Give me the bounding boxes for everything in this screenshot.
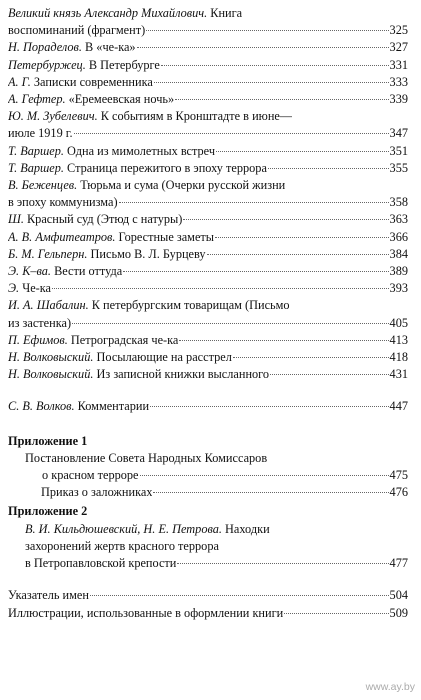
entry-author: Э. К–ва.	[8, 264, 51, 279]
dot-leader	[154, 82, 389, 83]
entry-page: 331	[389, 57, 408, 72]
toc-entry-illustrations	[8, 605, 408, 622]
entry-title: Находки	[221, 521, 270, 536]
dot-leader	[146, 30, 388, 31]
entry-title: Страница пережитого в эпоху террора	[63, 160, 267, 175]
entry-title-cont: из застенка)	[8, 315, 72, 330]
toc-entry	[8, 280, 408, 297]
entry-title-cont: в эпоху коммунизма)	[8, 195, 118, 210]
toc-entry	[8, 143, 408, 160]
entry-title: Тюрьма и сума (Очерки русской жизни	[77, 178, 286, 193]
toc-entry	[8, 229, 408, 246]
toc-entry-appendix1-decree	[8, 450, 408, 484]
dot-leader	[150, 406, 388, 407]
entry-title: Горестные заметы	[115, 229, 215, 244]
dot-leader	[284, 613, 388, 614]
entry-title-cont: июле 1919 г.	[8, 126, 73, 141]
dot-leader	[153, 492, 388, 493]
entry-title: Указатель имен	[8, 588, 89, 603]
entry-author: А. В. Амфитеатров.	[8, 229, 116, 244]
entry-author: Петербуржец.	[8, 57, 86, 72]
entry-title: К петербургским товарищам (Письмо	[88, 298, 290, 313]
dot-leader	[175, 99, 388, 100]
toc-entry	[8, 297, 408, 331]
entry-title: Постановление Совета Народных Комиссаров	[25, 450, 268, 465]
entry-author: Э.	[8, 281, 20, 296]
entry-author: И. А. Шабалин.	[8, 298, 89, 313]
toc-entry	[8, 160, 408, 177]
dot-leader	[216, 151, 389, 152]
entry-title: Одна из мимолетных встреч	[63, 143, 216, 158]
toc-entry	[8, 263, 408, 280]
dot-leader	[119, 202, 389, 203]
entry-author: Т. Варшер.	[8, 160, 64, 175]
entry-title: В Петербурге	[85, 57, 160, 72]
toc-entry	[8, 57, 408, 74]
appendix-1-heading: Приложение 1	[8, 433, 88, 448]
entry-page: 351	[389, 143, 408, 158]
dot-leader	[140, 475, 389, 476]
entry-page: 325	[389, 23, 408, 38]
toc-entry	[8, 39, 408, 56]
dot-leader	[123, 271, 388, 272]
entry-title: В «че-ка»	[81, 40, 136, 55]
toc-entry-appendix2	[8, 521, 408, 573]
entry-title-cont: в Петропавловской крепости	[25, 556, 177, 571]
toc-entry	[8, 349, 408, 366]
entry-page: 389	[389, 264, 408, 279]
entry-page: 477	[389, 556, 408, 571]
entry-page: 339	[389, 92, 408, 107]
entry-title: К событиям в Кронштадте в июне—	[97, 109, 293, 124]
entry-page: 476	[389, 485, 408, 500]
dot-leader	[233, 357, 389, 358]
dot-leader	[161, 65, 389, 66]
dot-leader	[72, 323, 389, 324]
entry-page: 509	[389, 605, 408, 620]
entry-author: В. И. Кильдюшевский, Н. Е. Петрова.	[25, 521, 222, 536]
toc-entry	[8, 74, 408, 91]
entry-author: Н. Волковыский.	[8, 350, 94, 365]
entry-author: А. Г.	[8, 74, 31, 89]
dot-leader	[90, 595, 389, 596]
entry-title-cont: воспоминаний (фрагмент)	[8, 23, 146, 38]
dot-leader	[177, 563, 388, 564]
entry-title: Красный суд (Этюд с натуры)	[23, 212, 183, 227]
entry-author: Т. Варшер.	[8, 143, 64, 158]
toc-entry	[8, 332, 408, 349]
entry-title-cont: захоронений жертв красного террора	[25, 538, 219, 553]
entry-title: Книга	[207, 6, 243, 20]
entry-page: 363	[389, 212, 408, 227]
toc-entry	[8, 5, 408, 39]
toc-entry	[8, 246, 408, 263]
entry-title: «Еремеевская ночь»	[65, 92, 175, 107]
entry-author: Н. Пораделов.	[8, 40, 82, 55]
entry-author: Великий князь Александр Михайлович.	[8, 6, 208, 20]
entry-author: Н. Волковыский.	[8, 367, 94, 382]
entry-page: 393	[389, 281, 408, 296]
dot-leader	[137, 47, 389, 48]
toc-entry	[8, 108, 408, 142]
entry-author: П. Ефимов.	[8, 332, 68, 347]
dot-leader	[268, 168, 389, 169]
entry-author: Б. М. Гельперн.	[8, 246, 88, 261]
entry-title: Приказ о заложниках	[41, 485, 153, 500]
toc-entry-index	[8, 587, 408, 604]
entry-title: Петроградская че-ка	[67, 332, 179, 347]
entry-author: В. Беженцев.	[8, 178, 78, 193]
entry-page: 333	[389, 74, 408, 89]
appendix-2-heading: Приложение 2	[8, 504, 88, 519]
entry-title: Иллюстрации, использованные в оформлении книги	[8, 605, 284, 620]
entry-page: 384	[389, 246, 408, 261]
entry-page: 504	[389, 588, 408, 603]
entry-title-cont: о красном терроре	[42, 468, 139, 483]
entry-page: 405	[389, 315, 408, 330]
dot-leader	[183, 219, 388, 220]
entry-page: 358	[389, 195, 408, 210]
entry-page: 475	[389, 468, 408, 483]
toc-entry-commentary	[8, 398, 408, 415]
dot-leader	[179, 340, 388, 341]
entry-page: 431	[389, 367, 408, 382]
entry-title: Че-ка	[19, 281, 52, 296]
dot-leader	[52, 288, 389, 289]
toc-entry	[8, 211, 408, 228]
entry-title: Вести оттуда	[51, 264, 123, 279]
toc-entry	[8, 91, 408, 108]
dot-leader	[207, 254, 389, 255]
entry-title: Письмо В. Л. Бурцеву	[87, 246, 206, 261]
toc-entry-appendix1-hostages	[8, 484, 408, 501]
entry-author: А. Гефтер.	[8, 92, 66, 107]
watermark: www.ay.by	[365, 680, 415, 693]
entry-page: 413	[389, 332, 408, 347]
entry-title: Комментарии	[74, 399, 150, 414]
entry-title: Записки современника	[30, 74, 153, 89]
toc-entry	[8, 366, 408, 383]
entry-page: 327	[389, 40, 408, 55]
entry-page: 347	[389, 126, 408, 141]
dot-leader	[74, 133, 389, 134]
entry-title: Посылающие на расстрел	[93, 350, 232, 365]
toc-entries	[8, 5, 408, 383]
entry-page: 418	[389, 350, 408, 365]
dot-leader	[215, 237, 389, 238]
entry-title: Из записной книжки высланного	[93, 367, 270, 382]
entry-page: 447	[389, 399, 408, 414]
entry-author: Ш.	[8, 212, 24, 227]
toc-entry	[8, 177, 408, 211]
entry-author: Ю. М. Зубелевич.	[8, 109, 98, 124]
dot-leader	[270, 374, 388, 375]
entry-page: 366	[389, 229, 408, 244]
entry-page: 355	[389, 160, 408, 175]
entry-author: С. В. Волков.	[8, 399, 75, 414]
